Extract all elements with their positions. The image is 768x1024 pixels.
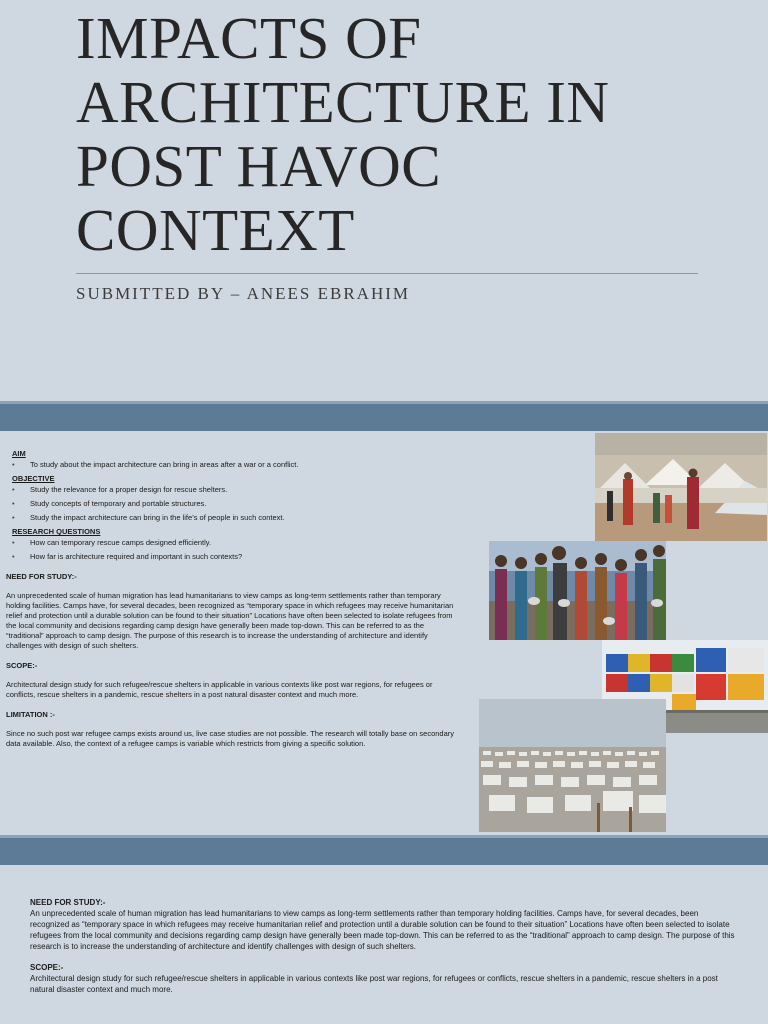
objective-list bbox=[6, 485, 461, 523]
scope-heading: SCOPE:- bbox=[30, 963, 64, 972]
need-for-study-heading: NEED FOR STUDY:- bbox=[30, 898, 106, 907]
title-divider bbox=[76, 273, 698, 274]
aim-list bbox=[6, 460, 461, 470]
scope-text: Architectural design study for such refugee/rescue shelters in applicable in various contexts like post war regions, for refugees or conflicts, rescue shelters in a pandemic, rescue shelters in a post natural disaster context and much more. bbox=[6, 680, 433, 699]
research-questions-heading: RESEARCH QUESTIONS bbox=[12, 527, 101, 536]
title-line: IMPACTS OF bbox=[76, 5, 422, 71]
limitation-heading: LIMITATION :- bbox=[6, 710, 55, 719]
slide-separator-band bbox=[0, 401, 768, 431]
title-line: ARCHITECTURE IN bbox=[76, 69, 610, 135]
scope-heading: SCOPE:- bbox=[6, 661, 38, 670]
research-questions-list bbox=[6, 538, 461, 562]
slide3-content bbox=[30, 897, 735, 995]
title-line: POST HAVOC bbox=[76, 133, 442, 199]
list-item: • Study concepts of temporary and portable structures. bbox=[12, 499, 461, 509]
slide-separator-band bbox=[0, 835, 768, 865]
children-with-bowls-photo bbox=[489, 541, 666, 640]
title-line: CONTEXT bbox=[76, 197, 355, 263]
list-item: • To study about the impact architecture can bring in areas after a war or a conflict. bbox=[12, 460, 461, 470]
slide-subtitle: SUBMITTED BY – ANEES EBRAHIM bbox=[76, 284, 410, 303]
shelter-pods-field-photo bbox=[479, 699, 666, 832]
list-item: • How far is architecture required and important in such contexts? bbox=[12, 552, 461, 562]
need-for-study-text: An unprecedented scale of human migration has lead humanitarians to view camps as long-term settlements rather than temporary holding facilities. Camps have, for several decades, been recognized as “temporary space in which refugees may receive humanitarian relief and protection until a durable solution can be found to their situation” Locations have often been selected to isolate refugees from the local community and decisions regarding camp design have generally been made top-down. This can be referred to as the “traditional” approach to camp design. The purpose of this research is to increase the understanding of architecture and identify challenges with design of such shelters. bbox=[6, 591, 454, 650]
limitation-text: Since no such post war refugee camps exists around us, live case studies are not possible. The research will totally base on secondary data available. Also, the context of a refugee camps is variable which restricts from giving a specific solution. bbox=[6, 729, 455, 748]
list-item: • Study the relevance for a proper design for rescue shelters. bbox=[12, 485, 461, 495]
need-for-study-heading: NEED FOR STUDY:- bbox=[6, 572, 77, 581]
refugee-tent-camp-photo bbox=[595, 433, 767, 541]
slide2-content bbox=[6, 449, 461, 755]
objective-heading: OBJECTIVE bbox=[12, 474, 55, 483]
scope-text: Architectural design study for such refugee/rescue shelters in applicable in various contexts like post war regions, for refugees or conflicts, rescue shelters in a pandemic, rescue shelters in a post natural disaster context and much more. bbox=[30, 974, 718, 994]
need-for-study-text: An unprecedented scale of human migration has lead humanitarians to view camps as long-term settlements rather than temporary holding facilities. Camps have, for several decades, been recognized as “temporary space in which refugees may receive humanitarian relief and protection until a durable solution can be found to their situation” Locations have often been selected to isolate refugees from the local community and decisions regarding camp design have generally been made top-down. This can be referred to as the “traditional” approach to camp design. The purpose of this research is to increase the understanding of architecture and identify challenges with design of such shelters. bbox=[30, 909, 735, 951]
list-item: • Study the impact architecture can bring in the life’s of people in such context. bbox=[12, 513, 461, 523]
list-item: • How can temporary rescue camps designed efficiently. bbox=[12, 538, 461, 548]
slide-title bbox=[76, 6, 716, 262]
aim-heading: AIM bbox=[12, 449, 26, 458]
